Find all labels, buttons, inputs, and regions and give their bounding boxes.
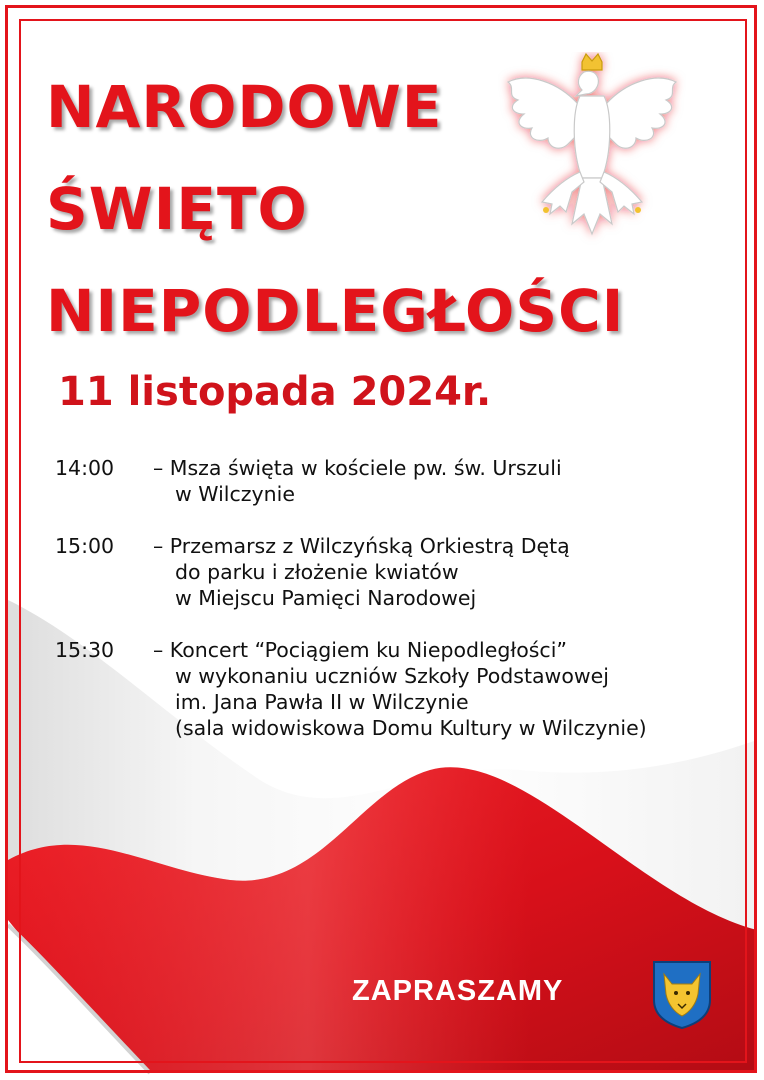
event-line: do parku i złożenie kwiatów xyxy=(175,560,459,584)
title-line-2: ŚWIĘTO xyxy=(46,175,308,243)
event-time: 15:30 xyxy=(55,638,115,662)
event-description xyxy=(153,533,735,611)
event-line: – Przemarsz z Wilczyńską Orkiestrą Dętą xyxy=(153,534,570,558)
invitation-text: ZAPRASZAMY xyxy=(352,975,564,1007)
event-item xyxy=(55,455,735,507)
event-line: w wykonaniu uczniów Szkoły Podstawowej xyxy=(175,664,609,688)
event-time: 15:00 xyxy=(55,534,115,558)
schedule xyxy=(55,455,735,767)
event-line: im. Jana Pawła II w Wilczynie xyxy=(175,690,469,714)
wolf-crest-icon xyxy=(652,960,712,1030)
title-line-1: NARODOWE xyxy=(46,73,443,141)
event-time: 14:00 xyxy=(55,456,115,480)
event-description xyxy=(153,637,735,741)
title-line-3: NIEPODLEGŁOŚCI xyxy=(46,277,625,345)
event-item xyxy=(55,533,735,611)
event-date: 11 listopada 2024r. xyxy=(58,369,492,415)
event-line: – Msza święta w kościele pw. św. Urszuli xyxy=(153,456,562,480)
event-item xyxy=(55,637,735,741)
white-eagle-icon xyxy=(498,52,686,252)
event-line: – Koncert “Pociągiem ku Niepodległości” xyxy=(153,638,568,662)
event-description xyxy=(153,455,735,507)
event-line: (sala widowiskowa Domu Kultury w Wilczynie) xyxy=(175,716,647,740)
event-line: w Wilczynie xyxy=(175,482,295,506)
event-line: w Miejscu Pamięci Narodowej xyxy=(175,586,477,610)
